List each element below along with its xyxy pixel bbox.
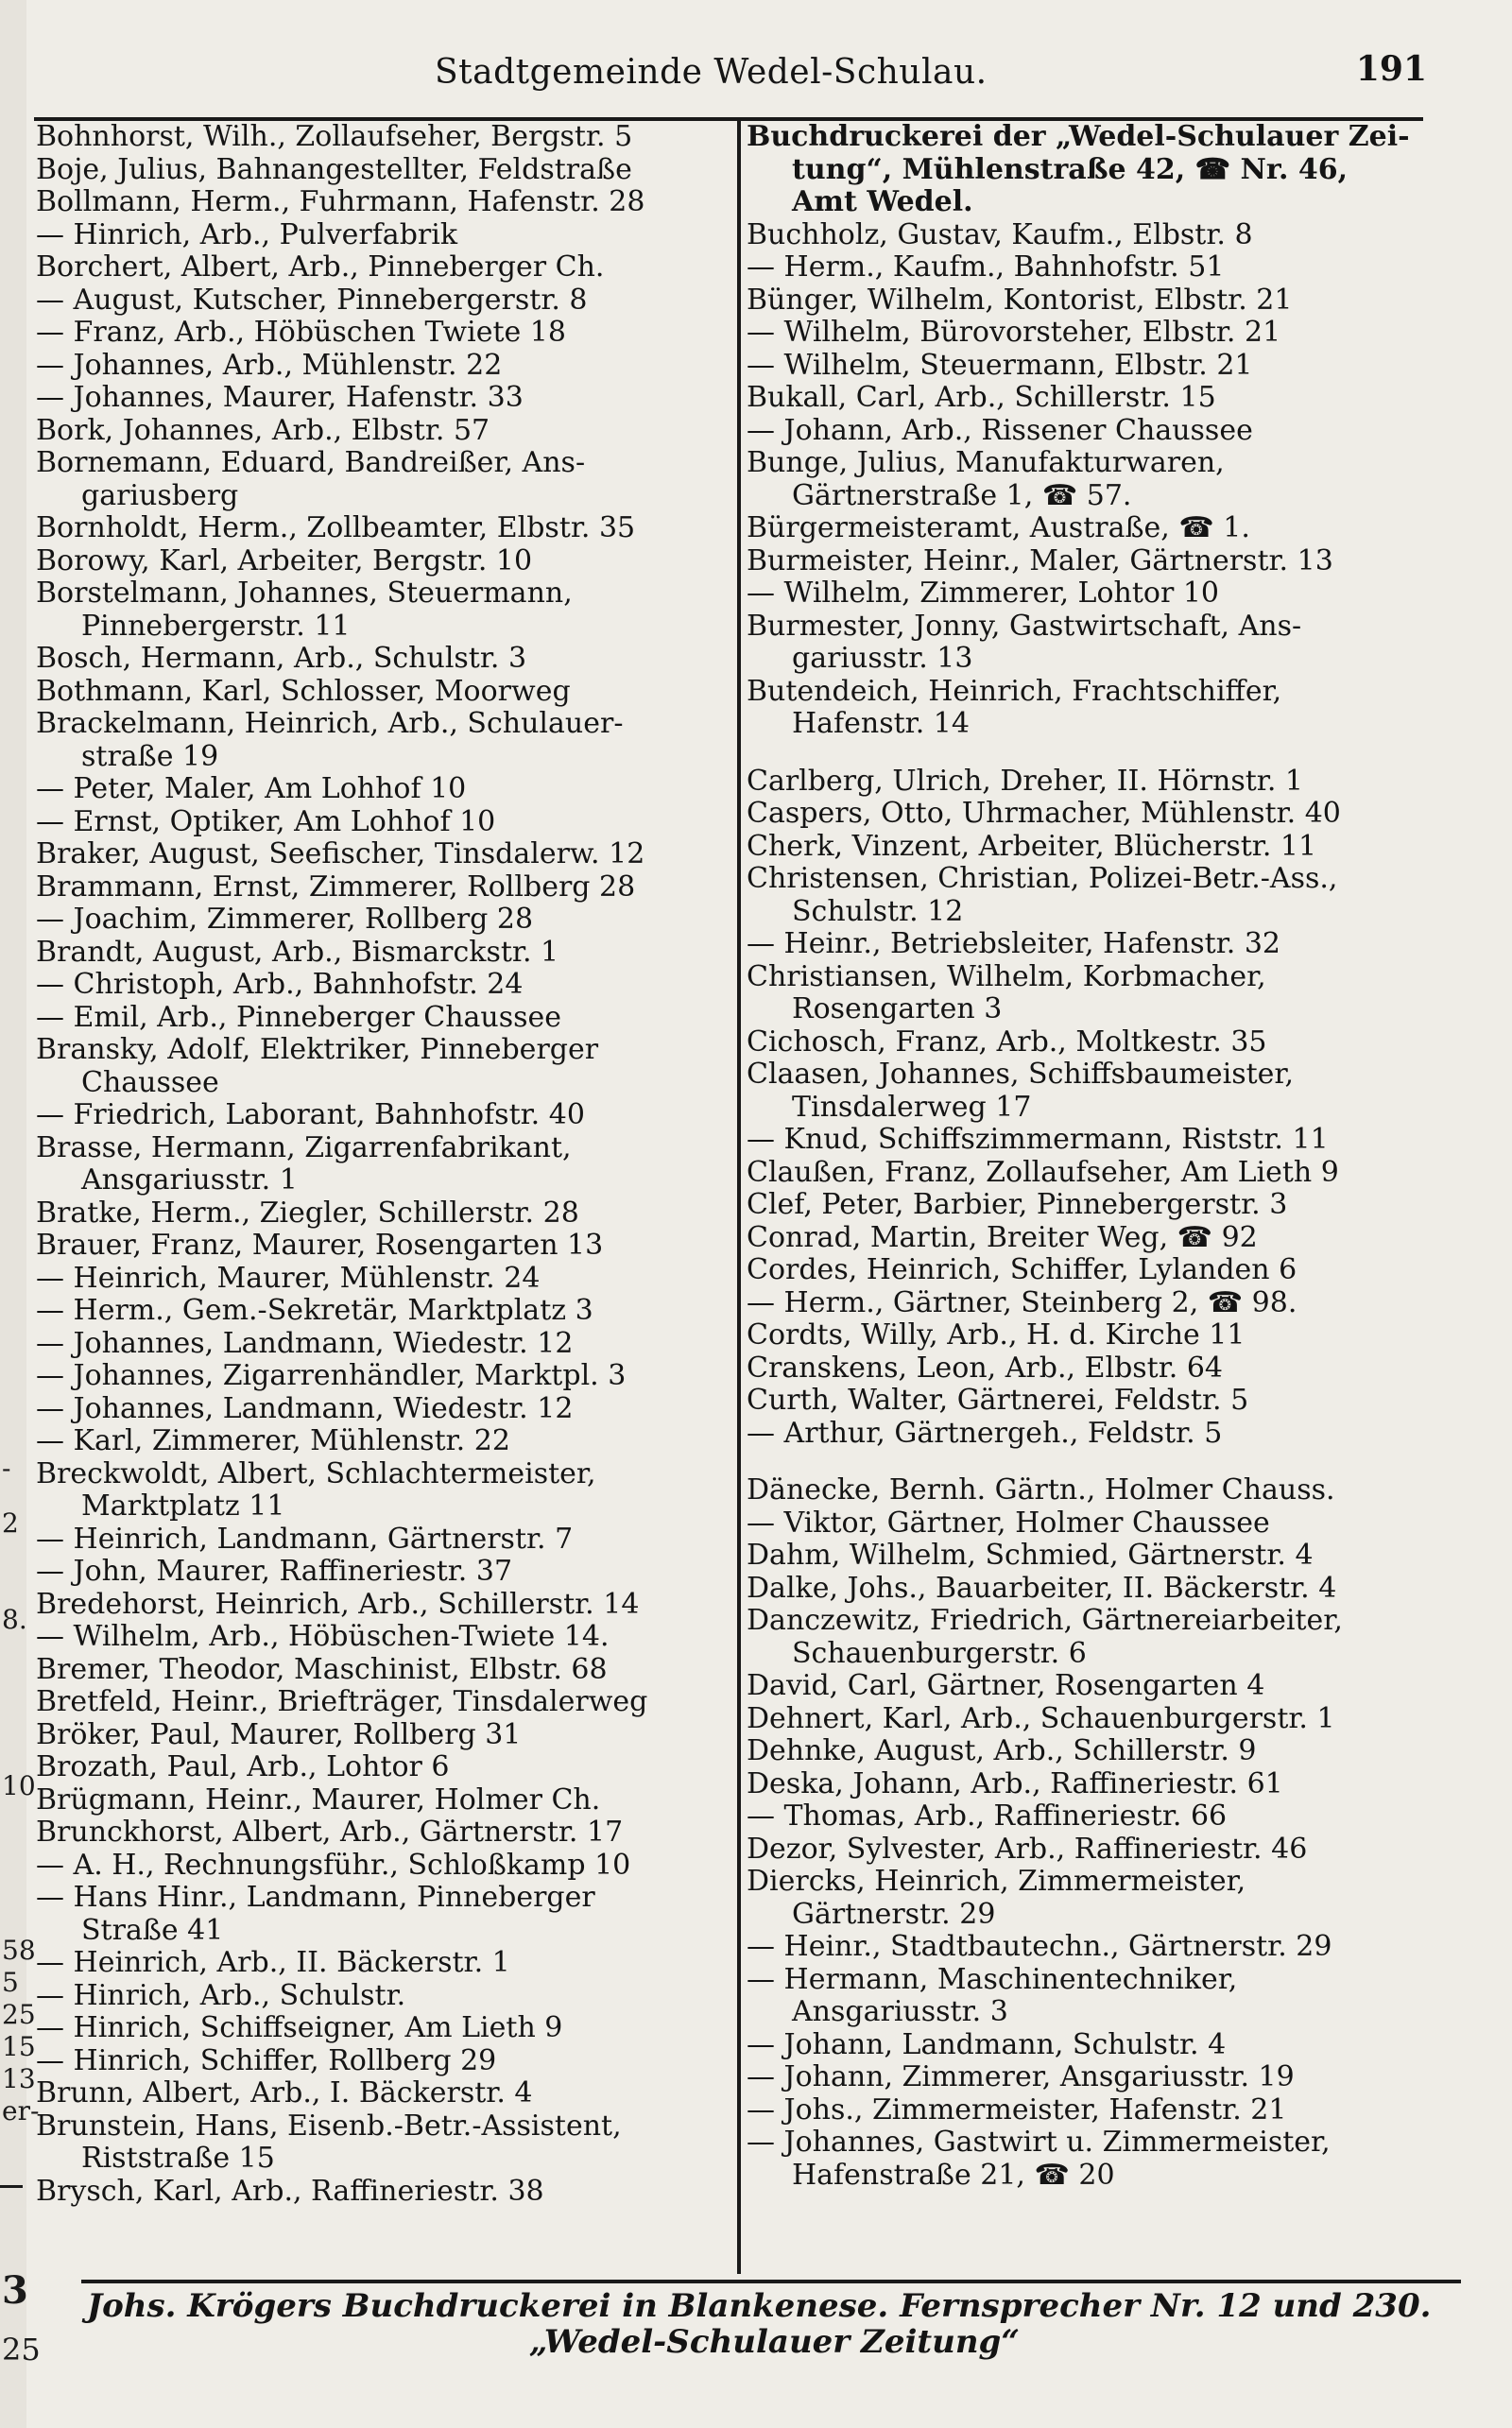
directory-entry: — Johannes, Arb., Mühlenstr. 22	[36, 348, 503, 382]
directory-entry: Cranskens, Leon, Arb., Elbstr. 64	[747, 1351, 1224, 1385]
directory-entry: Burmeister, Heinr., Maler, Gärtnerstr. 13	[747, 543, 1333, 577]
directory-entry: — Wilhelm, Steuermann, Elbstr. 21	[747, 348, 1253, 382]
directory-entry-continuation: Schulstr. 12	[792, 894, 964, 928]
gutter-fragment: er-	[2, 2095, 40, 2127]
directory-entry: Bork, Johannes, Arb., Elbstr. 57	[36, 413, 490, 447]
directory-entry: Bröker, Paul, Maurer, Rollberg 31	[36, 1717, 522, 1751]
directory-entry: Bollmann, Herm., Fuhrmann, Hafenstr. 28	[36, 185, 645, 218]
directory-entry: — Christoph, Arb., Bahnhofstr. 24	[36, 968, 524, 1001]
directory-entry-continuation: Chaussee	[81, 1065, 219, 1099]
directory-entry: Bransky, Adolf, Elektriker, Pinneberger	[36, 1033, 599, 1066]
directory-entry: Brammann, Ernst, Zimmerer, Rollberg 28	[36, 870, 636, 904]
directory-entry: Bunge, Julius, Manufakturwaren,	[747, 446, 1225, 479]
directory-entry-continuation: Amt Wedel.	[792, 185, 973, 218]
directory-entry: — Herm., Kaufm., Bahnhofstr. 51	[747, 250, 1225, 284]
directory-entry: — Viktor, Gärtner, Holmer Chaussee	[747, 1506, 1270, 1540]
directory-entry: Boje, Julius, Bahnangestellter, Feldstraße	[36, 152, 632, 186]
gutter-fragment: 58	[2, 1935, 36, 1966]
directory-entry-continuation: Gärtnerstr. 29	[792, 1897, 996, 1931]
directory-entry: Braker, August, Seefischer, Tinsdalerw. 12	[36, 837, 645, 870]
directory-entry: Brauer, Franz, Maurer, Rosengarten 13	[36, 1229, 604, 1262]
directory-entry: — Herm., Gem.-Sekretär, Marktplatz 3	[36, 1294, 593, 1327]
directory-entry: — Johannes, Maurer, Hafenstr. 33	[36, 381, 524, 414]
directory-entry: Bosch, Hermann, Arb., Schulstr. 3	[36, 642, 527, 675]
page-header	[38, 49, 1427, 96]
directory-entry: Cordts, Willy, Arb., H. d. Kirche 11	[747, 1318, 1246, 1352]
directory-entry-continuation: gariusberg	[81, 478, 239, 512]
directory-entry: Brunstein, Hans, Eisenb.-Betr.-Assistent,	[36, 2109, 622, 2143]
directory-entry: Danczewitz, Friedrich, Gärtnereiarbeiter,	[747, 1604, 1343, 1637]
directory-entry: — Wilhelm, Zimmerer, Lohtor 10	[747, 577, 1219, 610]
left-column	[36, 121, 728, 2208]
directory-entry: — Heinr., Stadtbautechn., Gärtnerstr. 29	[747, 1930, 1332, 1963]
directory-entry: Brunckhorst, Albert, Arb., Gärtnerstr. 17	[36, 1816, 624, 1849]
directory-entry: — Hinrich, Arb., Pulverfabrik	[36, 217, 458, 251]
directory-entry-continuation: Gärtnerstraße 1, ☎ 57.	[792, 478, 1132, 512]
directory-entry: Claasen, Johannes, Schiffsbaumeister,	[747, 1058, 1294, 1091]
directory-entry: Christiansen, Wilhelm, Korbmacher,	[747, 959, 1266, 993]
directory-entry: — Johannes, Zigarrenhändler, Marktpl. 3	[36, 1359, 627, 1392]
directory-entry-continuation: Riststraße 15	[81, 2142, 275, 2175]
directory-entry-continuation: Schauenburgerstr. 6	[792, 1636, 1087, 1670]
directory-entry: — Johannes, Gastwirt u. Zimmermeister,	[747, 2126, 1331, 2159]
directory-entry: — Heinrich, Arb., II. Bäckerstr. 1	[36, 1946, 510, 1979]
directory-entry: Bredehorst, Heinrich, Arb., Schillerstr. 14	[36, 1587, 640, 1621]
directory-entry: — Joachim, Zimmerer, Rollberg 28	[36, 903, 534, 936]
directory-entry: Diercks, Heinrich, Zimmermeister,	[747, 1865, 1246, 1898]
adjacent-page-edge	[0, 0, 41, 2428]
directory-entry: — Heinrich, Landmann, Gärtnerstr. 7	[36, 1522, 574, 1556]
directory-entry: — Wilhelm, Arb., Höbüschen-Twiete 14.	[36, 1620, 610, 1653]
directory-entry: Christensen, Christian, Polizei-Betr.-Ass.,	[747, 862, 1338, 895]
directory-entry-continuation: Rosengarten 3	[792, 992, 1003, 1025]
directory-entry: Cherk, Vinzent, Arbeiter, Blücherstr. 11	[747, 829, 1317, 863]
directory-entry-continuation: tung“, Mühlenstraße 42, ☎ Nr. 46,	[792, 152, 1349, 186]
directory-entry: Bretfeld, Heinr., Briefträger, Tinsdalerweg	[36, 1685, 648, 1718]
gutter-fragment: 8.	[2, 1604, 27, 1635]
directory-entry: — Emil, Arb., Pinneberger Chaussee	[36, 1000, 562, 1034]
page-number: 191	[1355, 49, 1427, 89]
directory-entry: — Peter, Maler, Am Lohhof 10	[36, 772, 467, 805]
directory-entry: — Thomas, Arb., Raffineriestr. 66	[747, 1799, 1228, 1833]
gutter-fragment: 2	[2, 1507, 19, 1539]
directory-entry: Brysch, Karl, Arb., Raffineriestr. 38	[36, 2174, 544, 2208]
directory-entry: Bürgermeisteramt, Austraße, ☎ 1.	[747, 511, 1250, 544]
section-gap	[747, 741, 1474, 766]
directory-entry: — Hinrich, Schiffseigner, Am Lieth 9	[36, 2011, 563, 2044]
directory-entry: Cordes, Heinrich, Schiffer, Lylanden 6	[747, 1253, 1297, 1286]
gutter-fragment: 10	[2, 1770, 36, 1801]
directory-entry-continuation: Hafenstraße 21, ☎ 20	[792, 2158, 1115, 2192]
directory-entry: Clef, Peter, Barbier, Pinnebergerstr. 3	[747, 1188, 1288, 1221]
directory-entry: Bornemann, Eduard, Bandreißer, Ans-	[36, 446, 586, 479]
directory-entry: — Johann, Arb., Rissener Chaussee	[747, 413, 1253, 447]
directory-entry: — Hans Hinr., Landmann, Pinneberger	[36, 1881, 595, 1914]
directory-entry: — Franz, Arb., Höbüschen Twiete 18	[36, 316, 566, 349]
directory-entry: — Johann, Landmann, Schulstr. 4	[747, 2027, 1227, 2061]
directory-entry-continuation: straße 19	[81, 739, 219, 773]
directory-entry: Brandt, August, Arb., Bismarckstr. 1	[36, 935, 559, 969]
directory-entry-continuation: Hafenstr. 14	[792, 707, 970, 740]
directory-entry: Bohnhorst, Wilh., Zollaufseher, Bergstr. 5	[36, 120, 633, 153]
directory-entry: — Hinrich, Schiffer, Rollberg 29	[36, 2043, 497, 2077]
directory-entry: Bukall, Carl, Arb., Schillerstr. 15	[747, 381, 1216, 414]
directory-entry: — A. H., Rechnungsführ., Schloßkamp 10	[36, 1848, 631, 1882]
gutter-fragment: 25	[2, 2332, 41, 2368]
directory-entry: — Karl, Zimmerer, Mühlenstr. 22	[36, 1424, 510, 1457]
directory-entry: Dehnke, August, Arb., Schillerstr. 9	[747, 1734, 1257, 1767]
directory-entry: Brackelmann, Heinrich, Arb., Schulauer-	[36, 707, 624, 740]
directory-entry: Buchholz, Gustav, Kaufm., Elbstr. 8	[747, 217, 1253, 251]
directory-entry: Deska, Johann, Arb., Raffineriestr. 61	[747, 1766, 1283, 1800]
directory-entry: Brunn, Albert, Arb., I. Bäckerstr. 4	[36, 2076, 533, 2109]
directory-entry: — Hermann, Maschinentechniker,	[747, 1962, 1238, 1996]
directory-entry: — Herm., Gärtner, Steinberg 2, ☎ 98.	[747, 1285, 1297, 1319]
directory-entry: Borowy, Karl, Arbeiter, Bergstr. 10	[36, 543, 533, 577]
directory-entry-continuation: Straße 41	[81, 1913, 224, 1947]
directory-entry: Borchert, Albert, Arb., Pinneberger Ch.	[36, 250, 605, 284]
directory-entry-continuation: Ansgariusstr. 3	[792, 1995, 1008, 2028]
directory-entry: Dehnert, Karl, Arb., Schauenburgerstr. 1	[747, 1701, 1335, 1735]
directory-entry-continuation: Marktplatz 11	[81, 1490, 285, 1523]
footer-printer-line: Johs. Krögers Buchdruckerei in Blankenese. Fernsprecher Nr. 12 und 230.	[87, 2287, 1432, 2325]
page-title: Stadtgemeinde Wedel-Schulau.	[435, 53, 988, 92]
directory-entry: Borstelmann, Johannes, Steuermann,	[36, 577, 573, 610]
gutter-fragment: -	[2, 1453, 11, 1484]
directory-entry: Burmester, Jonny, Gastwirtschaft, Ans-	[747, 609, 1302, 643]
right-column	[747, 121, 1474, 2192]
directory-entry: Caspers, Otto, Uhrmacher, Mühlenstr. 40	[747, 797, 1341, 830]
gutter-fragment: 25	[2, 1999, 36, 2030]
footer-newspaper-line: „Wedel-Schulauer Zeitung“	[529, 2323, 1020, 2361]
directory-entry: — Johs., Zimmermeister, Hafenstr. 21	[747, 2092, 1287, 2127]
directory-entry: Breckwoldt, Albert, Schlachtermeister,	[36, 1456, 596, 1490]
directory-entry-continuation: Pinnebergerstr. 11	[81, 609, 351, 643]
section-gap	[747, 1450, 1474, 1474]
directory-entry: — Hinrich, Arb., Schulstr.	[36, 1978, 406, 2012]
directory-entry: Brasse, Hermann, Zigarrenfabrikant,	[36, 1130, 572, 1164]
directory-entry: — August, Kutscher, Pinnebergerstr. 8	[36, 283, 588, 317]
directory-entry: — Knud, Schiffszimmermann, Riststr. 11	[747, 1123, 1329, 1156]
directory-entry: Buchdruckerei der „Wedel-Schulauer Zei-	[747, 120, 1410, 153]
directory-entry: — Johann, Zimmerer, Ansgariusstr. 19	[747, 2060, 1295, 2093]
directory-entry: Brügmann, Heinr., Maurer, Holmer Ch.	[36, 1782, 601, 1817]
directory-entry: — John, Maurer, Raffineriestr. 37	[36, 1555, 513, 1588]
directory-entry: Bremer, Theodor, Maschinist, Elbstr. 68	[36, 1652, 608, 1686]
directory-entry: — Wilhelm, Bürovorsteher, Elbstr. 21	[747, 316, 1281, 349]
directory-entry: Cichosch, Franz, Arb., Moltkestr. 35	[747, 1025, 1267, 1059]
gutter-fragment: 13	[2, 2063, 36, 2094]
directory-entry-continuation: Tinsdalerweg 17	[792, 1090, 1032, 1124]
directory-entry: — Ernst, Optiker, Am Lohhof 10	[36, 804, 496, 838]
directory-entry: Bornholdt, Herm., Zollbeamter, Elbstr. 35	[36, 511, 636, 544]
directory-entry: Dezor, Sylvester, Arb., Raffineriestr. 46	[747, 1832, 1308, 1866]
directory-entry: — Heinrich, Maurer, Mühlenstr. 24	[36, 1261, 541, 1295]
directory-entry: Dänecke, Bernh. Gärtn., Holmer Chauss.	[747, 1473, 1335, 1507]
directory-entry: Conrad, Martin, Breiter Weg, ☎ 92	[747, 1220, 1258, 1254]
directory-entry-continuation: gariusstr. 13	[792, 642, 973, 675]
directory-entry: — Johannes, Landmann, Wiedestr. 12	[36, 1391, 574, 1425]
directory-entry: Butendeich, Heinrich, Frachtschiffer,	[747, 674, 1282, 708]
directory-entry: — Johannes, Landmann, Wiedestr. 12	[36, 1326, 574, 1360]
directory-entry: Carlberg, Ulrich, Dreher, II. Hörnstr. 1	[747, 764, 1304, 798]
directory-entry: Dalke, Johs., Bauarbeiter, II. Bäckerstr. 4	[747, 1571, 1337, 1605]
directory-entry: Bothmann, Karl, Schlosser, Moorweg	[36, 674, 571, 708]
directory-entry: Claußen, Franz, Zollaufseher, Am Lieth 9	[747, 1155, 1339, 1189]
directory-entry: Bünger, Wilhelm, Kontorist, Elbstr. 21	[747, 283, 1293, 317]
gutter-fragment: 15	[2, 2031, 36, 2062]
directory-entry: — Heinr., Betriebsleiter, Hafenstr. 32	[747, 927, 1281, 960]
directory-entry: — Friedrich, Laborant, Bahnhofstr. 40	[36, 1098, 585, 1131]
directory-entry: — Arthur, Gärtnergeh., Feldstr. 5	[747, 1416, 1223, 1450]
gutter-fragment: 5	[2, 1967, 19, 1998]
directory-entry: Dahm, Wilhelm, Schmied, Gärtnerstr. 4	[747, 1539, 1314, 1572]
column-divider	[737, 119, 741, 2274]
footer-rule	[81, 2280, 1461, 2283]
gutter-rule	[0, 2185, 23, 2188]
gutter-fragment: 3	[2, 2268, 28, 2313]
directory-entry: Curth, Walter, Gärtnerei, Feldstr. 5	[747, 1384, 1249, 1417]
directory-entry: David, Carl, Gärtner, Rosengarten 4	[747, 1669, 1265, 1702]
directory-entry-continuation: Ansgariusstr. 1	[81, 1163, 298, 1197]
directory-entry: Brozath, Paul, Arb., Lohtor 6	[36, 1750, 450, 1783]
directory-entry: Bratke, Herm., Ziegler, Schillerstr. 28	[36, 1196, 579, 1230]
